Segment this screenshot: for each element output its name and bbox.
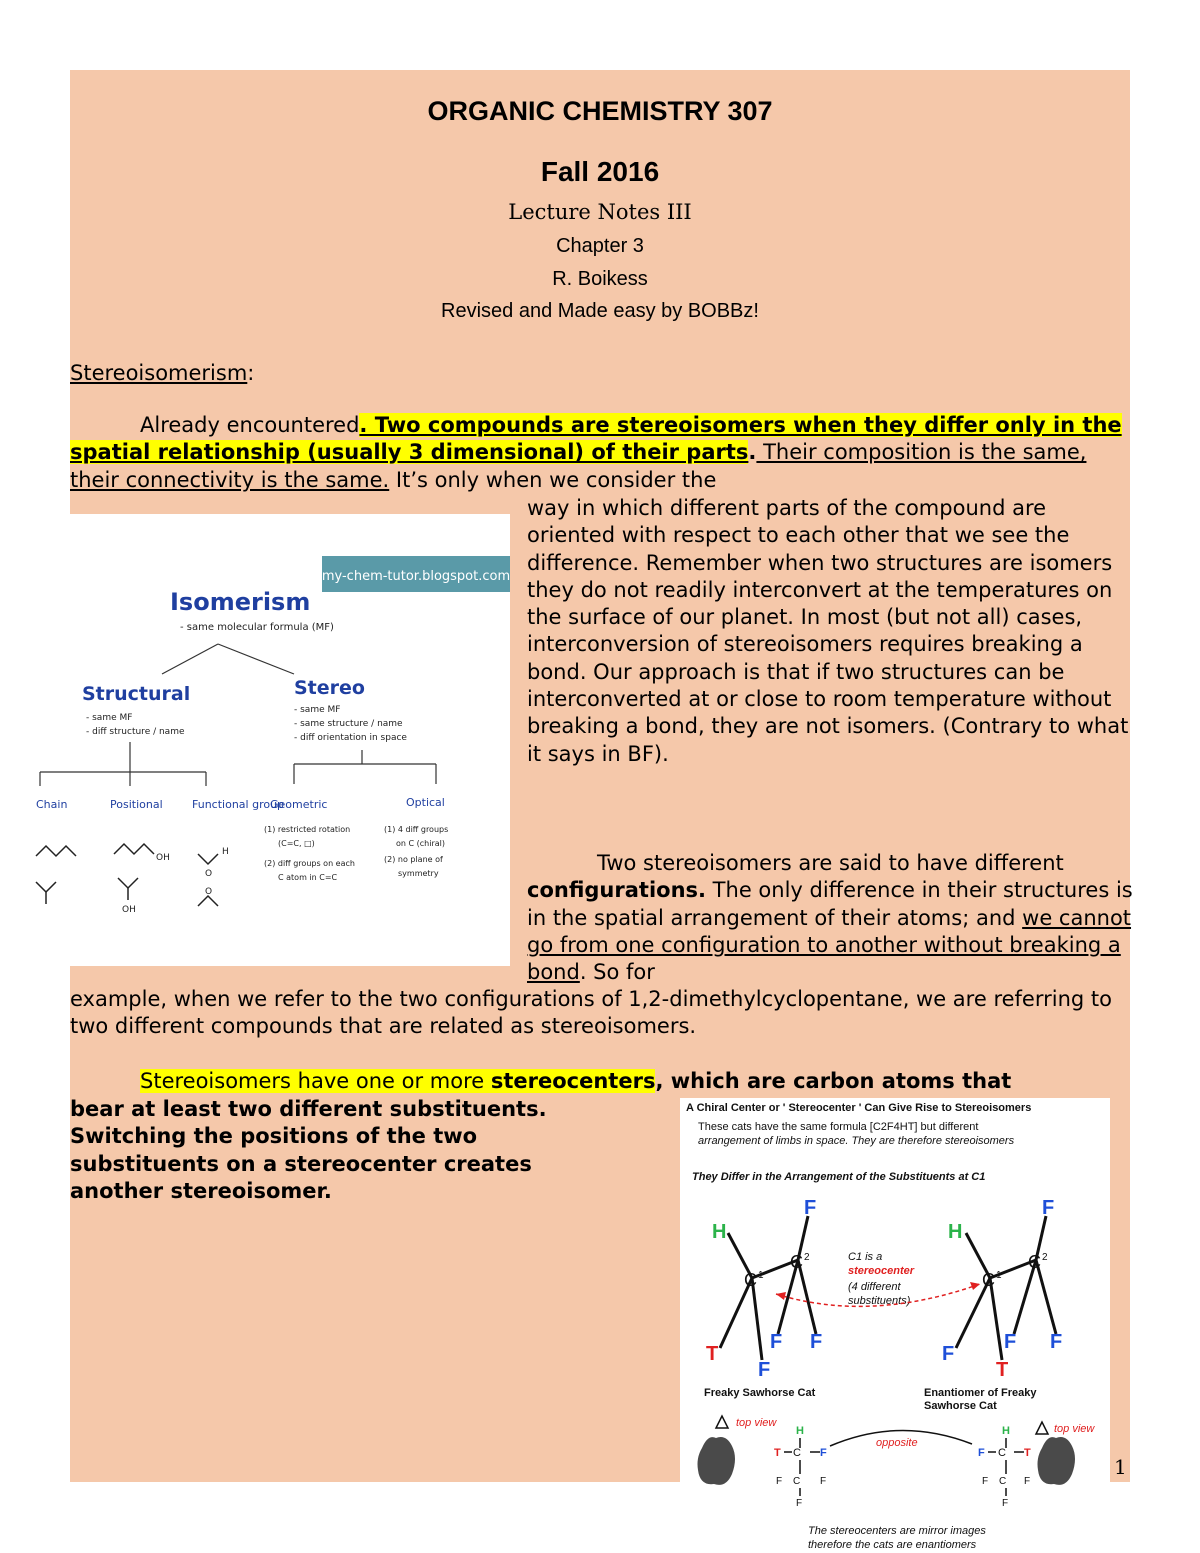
oh-label: OH <box>122 905 136 915</box>
geometric-note: C atom in C=C <box>278 873 338 882</box>
left-cat-image <box>698 1437 736 1485</box>
right-newman-f: F <box>978 1447 985 1459</box>
paragraph-1: Already encountered. Two compounds are stereoisomers when they differ only in the spatial relationship (usually 3 dimensional) of their parts. Their composition is the same, their connectivity is the same. It’s only when we consider the <box>70 413 1122 492</box>
right-newman-c2: C <box>999 1476 1007 1487</box>
right-f-atom: F <box>942 1343 955 1365</box>
cats-desc-line: arrangement of limbs in space. They are therefore stereoisomers <box>698 1135 1015 1147</box>
top-view-label: top view <box>736 1417 777 1429</box>
eye-icon <box>1036 1422 1048 1434</box>
oh-label: OH <box>156 853 170 863</box>
left-newman-t: T <box>774 1447 781 1459</box>
left-f-atom: F <box>770 1331 783 1353</box>
left-c1-atom: C <box>744 1270 757 1290</box>
right-c1-atom: C <box>982 1270 995 1290</box>
left-newman <box>774 1425 827 1509</box>
right-c2-atom: C <box>1028 1252 1041 1272</box>
opposite-label: opposite <box>876 1437 918 1449</box>
left-newman-h: H <box>796 1425 804 1437</box>
cats-differ-line: They Differ in the Arrangement of the Substituents at C1 <box>692 1171 986 1183</box>
geometric-label: Geometric <box>270 798 328 811</box>
optical-note: symmetry <box>398 869 439 878</box>
term-title: Fall 2016 <box>540 156 660 187</box>
left-c2-atom: C <box>790 1252 803 1272</box>
right-newman-f: F <box>1024 1476 1031 1487</box>
isomerism-title: Isomerism <box>170 588 311 616</box>
right-c2-sup: 2 <box>1042 1252 1048 1263</box>
optical-note: on C (chiral) <box>396 839 445 848</box>
course-title: ORGANIC CHEMISTRY 307 <box>427 96 773 126</box>
right-cat-name: Enantiomer of Freaky <box>924 1387 1037 1399</box>
structural-note: - same MF <box>86 713 133 723</box>
right-f-atom: F <box>1050 1331 1063 1353</box>
right-sawhorse <box>942 1197 1062 1381</box>
cats-desc-line: These cats have the same formula [C2F4HT] but different <box>698 1121 979 1133</box>
right-newman-f: F <box>982 1476 989 1487</box>
optical-note: (1) 4 diff groups <box>384 825 449 834</box>
right-c1-sup: 1 <box>996 1270 1002 1281</box>
left-newman-f: F <box>776 1476 783 1487</box>
right-h-atom: H <box>948 1221 963 1243</box>
stereocenter-note: (4 different <box>848 1281 901 1293</box>
right-newman <box>978 1425 1031 1509</box>
geometric-note: (2) diff groups on each <box>264 859 355 868</box>
top-view-label: top view <box>1054 1423 1095 1435</box>
right-cat-image <box>1038 1437 1076 1485</box>
right-newman-t: T <box>1024 1447 1031 1459</box>
right-newman-h: H <box>1002 1425 1010 1437</box>
paragraph-2-continued: example, when we refer to the two configurations of 1,2-dimethylcyclopentane, we are referring to two different compounds that are related as stereoisomers. <box>70 987 1112 1039</box>
left-newman-f: F <box>796 1498 803 1509</box>
left-c1-sup: 1 <box>758 1270 764 1281</box>
left-f-atom: F <box>804 1197 817 1219</box>
left-sawhorse <box>706 1197 822 1381</box>
right-cat-name: Sawhorse Cat <box>924 1400 997 1412</box>
stereo-note: - same structure / name <box>294 719 403 729</box>
optical-label: Optical <box>406 796 445 809</box>
h-label: H <box>222 847 229 857</box>
chain-skeleton <box>36 846 76 856</box>
paragraph-2: Two stereoisomers are said to have different configurations. The only difference in their structures is in the spatial arrangement of their atoms; and we cannot go from one configuration to another without breaking a bond. So for <box>527 851 1133 985</box>
structural-note: - diff structure / name <box>86 727 185 737</box>
stereocenter-note: stereocenter <box>848 1265 915 1277</box>
left-newman-f: F <box>820 1447 827 1459</box>
stereo-note: - diff orientation in space <box>294 733 407 743</box>
chain-label: Chain <box>36 798 68 811</box>
paragraph-3-continued: bear at least two different substituents. Switching the positions of the two substituents on a stereocenter creates another stereoisomer. <box>70 1097 547 1203</box>
stereo-note: - same MF <box>294 705 341 715</box>
eye-icon <box>716 1416 728 1428</box>
chapter-label: Chapter 3 <box>556 235 644 257</box>
left-cat-name: Freaky Sawhorse Cat <box>704 1387 816 1399</box>
structural-label: Structural <box>82 683 191 705</box>
stereocenter-note: substituents) <box>848 1295 911 1307</box>
left-c2-sup: 2 <box>804 1252 810 1263</box>
isomerism-subtitle: - same molecular formula (MF) <box>180 622 334 633</box>
cats-figure-title: A Chiral Center or ' Stereocenter ' Can Give Rise to Stereoisomers <box>686 1102 1032 1114</box>
author-label: R. Boikess <box>552 268 648 290</box>
page-number: 1 <box>1114 1455 1127 1479</box>
functional-skeleton <box>198 854 218 864</box>
paragraph-1-continued: way in which different parts of the compound are oriented with respect to each other that we see the difference. Remember when two structures are isomers they do not readily interconvert at the temperatures on the surface of our planet. In most (but not all) cases, interconversion of stereoisomers requires breaking a bond. Our approach is that if two structures can be interconverted at or close to room temperature without breaking a bond, they are not isomers. (Contrary to what it says in BF). <box>527 496 1129 766</box>
o-label: O <box>205 887 213 897</box>
right-newman-c1: C <box>998 1447 1006 1459</box>
isomerism-diagram <box>22 514 510 966</box>
left-newman-c1: C <box>793 1447 801 1459</box>
right-f-atom: F <box>1004 1331 1017 1353</box>
paragraph-3: Stereoisomers have one or more stereocenters, which are carbon atoms that <box>140 1069 1012 1093</box>
o-label: O <box>205 869 213 879</box>
stereocenter-figure <box>680 1098 1110 1553</box>
right-newman-f: F <box>1002 1498 1009 1509</box>
cats-caption: therefore the cats are enantiomers <box>808 1539 977 1551</box>
watermark-text: my-chem-tutor.blogspot.com <box>321 569 510 584</box>
right-f-atom: F <box>1042 1197 1055 1219</box>
geometric-note: (C=C, □) <box>278 839 315 848</box>
stereocenter-note: C1 is a <box>848 1251 883 1263</box>
geometric-note: (1) restricted rotation <box>264 825 351 834</box>
stereo-label: Stereo <box>294 677 365 699</box>
left-newman-c2: C <box>793 1476 801 1487</box>
positional-label: Positional <box>110 798 163 811</box>
stereocenter-diagram <box>680 1098 1110 1553</box>
isomerism-figure <box>22 514 510 966</box>
positional-skeleton <box>114 844 154 854</box>
left-f-atom: F <box>810 1331 823 1353</box>
left-f-atom: F <box>758 1359 771 1381</box>
left-newman-f: F <box>820 1476 827 1487</box>
lecture-notes-title: Lecture Notes III <box>508 200 692 224</box>
revised-label: Revised and Made easy by BOBBz! <box>441 300 759 322</box>
left-h-atom: H <box>712 1221 727 1243</box>
left-t-atom: T <box>706 1343 719 1365</box>
section-heading: Stereoisomerism: <box>70 361 255 385</box>
optical-note: (2) no plane of <box>384 855 443 864</box>
right-t-atom: T <box>996 1359 1009 1381</box>
cats-caption: The stereocenters are mirror images <box>808 1525 986 1537</box>
functional-label: Functional group <box>192 798 285 811</box>
